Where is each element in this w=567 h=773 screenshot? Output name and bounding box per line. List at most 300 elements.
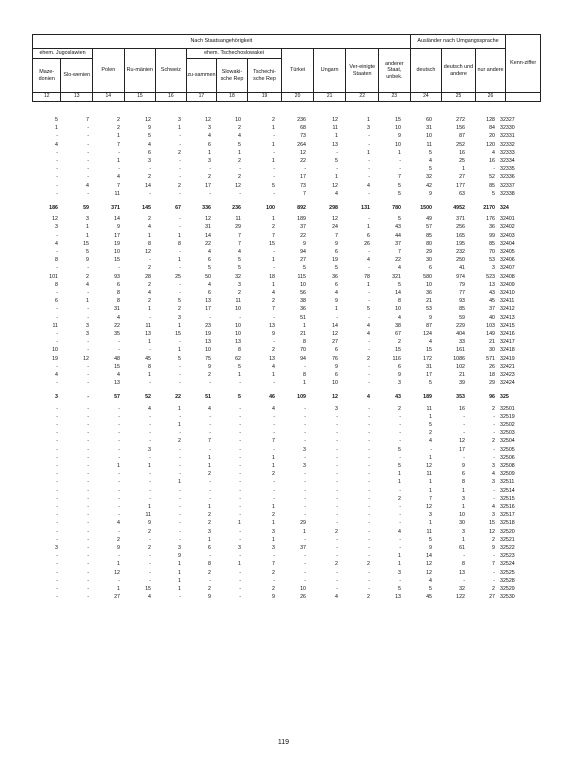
table-cell: -	[304, 471, 306, 478]
table-cell: 32	[459, 586, 465, 592]
table-cell: 6	[208, 545, 211, 551]
table-cell: 176	[486, 216, 495, 223]
table-cell: -	[149, 438, 151, 445]
table-cell: 22	[300, 158, 306, 164]
group-header-nationality: Nach Staatsangehörigkeit	[33, 35, 411, 49]
table-cell: -	[118, 577, 120, 584]
table-cell-code: 32509	[500, 471, 515, 478]
table-cell: -	[368, 446, 370, 453]
table-cell: 371	[111, 205, 120, 211]
table-cell: -	[87, 133, 89, 140]
table-cell: -	[493, 422, 495, 428]
table-cell: -	[56, 331, 58, 337]
table-cell: 3	[492, 479, 495, 486]
table-cell: 6	[335, 347, 338, 354]
col-header-only-other: nur andere	[475, 49, 506, 93]
table-cell: 2	[272, 224, 275, 231]
col-header-together: zu-sammen	[186, 59, 217, 93]
table-cell: 87	[459, 133, 465, 140]
table-cell: 9	[86, 257, 89, 264]
table-cell: 12	[332, 216, 338, 223]
table-cell: -	[368, 158, 370, 164]
table-cell: 3	[148, 446, 151, 453]
table-cell: -	[239, 422, 241, 428]
table-cell: 49	[426, 216, 432, 223]
table-cell: 9	[398, 133, 401, 140]
table-cell: 371	[456, 216, 465, 223]
table-cell: -	[179, 528, 181, 535]
table-cell: -	[273, 314, 275, 321]
table-cell: 9	[492, 545, 495, 551]
col-header-slovak-rep: Slowaki-sche Rep	[217, 59, 248, 93]
table-cell: -	[87, 536, 89, 543]
table-cell: 8	[55, 257, 58, 264]
col-header-german: deutsch	[410, 49, 442, 93]
table-cell: 12	[235, 182, 241, 189]
table-cell: 1	[148, 504, 151, 510]
table-cell: 6	[398, 363, 401, 370]
table-cell: 161	[456, 347, 465, 354]
table-cell: 27	[114, 594, 120, 601]
table-cell: -	[179, 504, 181, 510]
table-cell: 17	[426, 372, 432, 378]
table-cell: -	[273, 446, 275, 453]
table-cell: 4	[272, 290, 275, 296]
table-cell: -	[56, 561, 58, 568]
table-row	[32, 182, 541, 190]
table-cell: 2	[272, 298, 275, 305]
table-cell: 2	[238, 125, 241, 132]
table-cell: 101	[49, 273, 58, 280]
table-cell: 13	[395, 594, 401, 601]
table-cell: -	[336, 463, 338, 469]
table-cell: 1	[117, 463, 120, 469]
table-cell: -	[368, 380, 370, 387]
table-cell: 32	[235, 273, 241, 280]
table-cell: 77	[459, 290, 465, 296]
table-row	[32, 289, 541, 297]
table-cell: -	[56, 479, 58, 486]
table-cell: 17	[300, 174, 306, 181]
table-cell: 4	[148, 594, 151, 601]
table-cell: 12	[145, 117, 151, 123]
table-cell: 36	[426, 290, 432, 296]
table-cell: -	[368, 216, 370, 223]
table-row-total	[32, 204, 541, 212]
table-cell: 2	[178, 438, 181, 445]
table-cell: 2	[335, 528, 338, 535]
table-cell: -	[399, 545, 401, 551]
table-cell: 44	[395, 232, 401, 239]
table-cell: 3	[178, 545, 181, 551]
table-cell: 59	[459, 314, 465, 321]
table-row	[32, 232, 541, 240]
table-cell: 1	[272, 520, 275, 527]
table-cell: 1	[178, 561, 181, 568]
table-cell: 3	[462, 495, 465, 502]
col-number: 15	[124, 93, 156, 102]
table-cell: 78	[364, 273, 370, 280]
table-cell: -	[368, 422, 370, 428]
table-cell: -	[368, 495, 370, 502]
table-row	[32, 190, 541, 198]
table-cell: -	[493, 413, 495, 420]
table-cell: -	[304, 166, 306, 173]
table-cell: 12	[332, 117, 338, 123]
table-cell: -	[304, 438, 306, 445]
table-cell: -	[209, 446, 211, 453]
table-cell: 1	[429, 413, 432, 420]
table-cell: -	[87, 422, 89, 428]
table-cell: -	[336, 149, 338, 156]
table-row	[32, 157, 541, 165]
table-cell: -	[87, 190, 89, 197]
table-cell: -	[304, 561, 306, 568]
table-cell: -	[56, 577, 58, 584]
table-cell: -	[56, 512, 58, 519]
table-cell: 116	[392, 355, 401, 362]
table-cell: -	[304, 363, 306, 370]
table-cell: -	[118, 487, 120, 494]
table-cell-code: 32522	[500, 545, 515, 551]
table-cell: 10	[235, 117, 241, 123]
table-cell: 186	[49, 205, 58, 211]
table-cell: 18	[489, 372, 495, 378]
table-cell: -	[336, 438, 338, 445]
table-cell: 37	[489, 306, 495, 313]
col-number: 25	[442, 93, 476, 102]
table-row	[32, 346, 541, 354]
table-cell: 3	[55, 224, 58, 231]
table-cell: 10	[426, 133, 432, 140]
table-cell: 4	[117, 372, 120, 378]
table-cell: -	[368, 405, 370, 412]
table-row	[32, 503, 541, 511]
col-header-hungary: Ungarn	[313, 49, 346, 93]
table-cell: -	[56, 471, 58, 478]
table-cell: -	[209, 166, 211, 173]
table-cell: 1	[462, 536, 465, 543]
table-cell-code: 32413	[500, 314, 515, 321]
table-cell: 7	[429, 495, 432, 502]
table-cell: 28	[145, 273, 151, 280]
table-cell: -	[87, 569, 89, 576]
table-cell-code: 32530	[500, 594, 515, 601]
table-cell: 1	[178, 577, 181, 584]
table-cell: 1	[148, 372, 151, 378]
table-cell: -	[209, 413, 211, 420]
table-cell: -	[56, 463, 58, 469]
table-cell: 12	[114, 569, 120, 576]
table-cell: -	[368, 347, 370, 354]
group-header-language: Ausländer nach Umgangssprache	[410, 35, 506, 49]
table-cell: -	[368, 520, 370, 527]
table-cell: 9	[429, 545, 432, 551]
table-cell: 13	[459, 569, 465, 576]
table-cell: 2	[367, 561, 370, 568]
col-number: 26	[475, 93, 506, 102]
table-cell: 1	[462, 166, 465, 173]
table-cell: -	[149, 190, 151, 197]
table-cell: -	[149, 487, 151, 494]
table-cell: 2	[367, 355, 370, 362]
table-cell: 189	[297, 216, 306, 223]
table-cell: -	[118, 471, 120, 478]
table-cell: -	[304, 512, 306, 519]
table-cell: -	[56, 290, 58, 296]
table-cell-code: 32524	[500, 561, 515, 568]
table-cell: -	[179, 281, 181, 288]
table-cell: 298	[329, 205, 338, 211]
table-cell: 5	[398, 586, 401, 592]
table-cell: -	[273, 133, 275, 140]
table-cell: 8	[462, 479, 465, 486]
table-cell: -	[56, 158, 58, 164]
table-row	[32, 314, 541, 322]
table-cell: 15	[269, 240, 275, 247]
table-cell: 2	[398, 495, 401, 502]
table-cell: -	[87, 265, 89, 272]
table-cell-code: 32423	[500, 372, 515, 378]
table-cell: 1	[367, 224, 370, 231]
table-cell: -	[430, 446, 432, 453]
table-cell: 32	[426, 174, 432, 181]
table-cell: -	[118, 504, 120, 510]
table-cell: -	[179, 380, 181, 387]
col-number: 19	[247, 93, 282, 102]
table-cell: -	[56, 438, 58, 445]
table-cell: -	[179, 290, 181, 296]
table-cell: -	[368, 479, 370, 486]
table-cell-code: 325	[500, 394, 509, 401]
table-cell: 62	[235, 355, 241, 362]
table-cell: 1	[335, 133, 338, 140]
table-cell: 229	[456, 322, 465, 329]
table-cell: 12	[459, 438, 465, 445]
table-cell-code: 32424	[500, 380, 515, 387]
table-cell: 9	[117, 545, 120, 551]
table-cell: 10	[235, 322, 241, 329]
table-cell: -	[87, 545, 89, 551]
col-header-code: Kenn-ziffer	[506, 35, 541, 93]
table-cell: 31	[426, 363, 432, 370]
table-cell-code: 32409	[500, 281, 515, 288]
table-cell: -	[273, 495, 275, 502]
table-cell-code: 32516	[500, 504, 515, 510]
table-cell: 1	[55, 125, 58, 132]
table-cell: -	[304, 479, 306, 486]
table-row	[32, 240, 541, 248]
table-cell: 93	[114, 273, 120, 280]
table-cell: 13	[114, 380, 120, 387]
table-cell: -	[87, 125, 89, 132]
table-cell: 1	[272, 454, 275, 461]
table-cell: 27	[459, 174, 465, 181]
table-cell: -	[399, 430, 401, 437]
table-cell: -	[56, 314, 58, 321]
page-number: 119	[277, 739, 290, 746]
table-cell: 1	[398, 561, 401, 568]
table-cell: 8	[117, 298, 120, 305]
table-cell: 6	[208, 290, 211, 296]
table-cell: 4	[367, 182, 370, 189]
table-cell: 85	[459, 306, 465, 313]
table-cell: -	[149, 495, 151, 502]
table-cell: 2	[238, 174, 241, 181]
table-cell: 1	[178, 125, 181, 132]
table-cell: -	[179, 594, 181, 601]
table-cell: -	[149, 577, 151, 584]
table-row	[32, 585, 541, 593]
table-cell: -	[179, 166, 181, 173]
table-cell: -	[336, 446, 338, 453]
table-cell: 30	[459, 520, 465, 527]
table-row	[32, 495, 541, 503]
table-cell: 2	[178, 182, 181, 189]
col-header-turkey: Türkei	[282, 49, 314, 93]
table-cell: 1	[462, 487, 465, 494]
table-cell: 15	[114, 257, 120, 264]
table-cell: 75	[205, 355, 211, 362]
table-row	[32, 552, 541, 560]
table-row	[32, 470, 541, 478]
table-cell: 10	[459, 512, 465, 519]
table-cell: 189	[423, 394, 432, 401]
table-row	[32, 149, 541, 157]
table-cell: 6	[208, 257, 211, 264]
table-cell-code: 32520	[500, 528, 515, 535]
table-cell: 3	[272, 528, 275, 535]
table-cell: -	[368, 463, 370, 469]
table-cell: 523	[486, 273, 495, 280]
table-cell: 5	[238, 394, 241, 401]
table-cell: -	[179, 265, 181, 272]
table-cell: 1	[303, 322, 306, 329]
table-cell: -	[493, 495, 495, 502]
table-cell: 41	[459, 265, 465, 272]
table-cell: 14	[205, 232, 211, 239]
table-cell: 11	[114, 190, 120, 197]
table-cell: 17	[114, 232, 120, 239]
table-cell: 57	[114, 394, 120, 401]
table-cell: -	[149, 430, 151, 437]
table-cell: -	[56, 487, 58, 494]
table-cell: 38	[395, 322, 401, 329]
table-cell: -	[118, 422, 120, 428]
table-cell: -	[368, 569, 370, 576]
table-cell: -	[336, 495, 338, 502]
table-cell: 9	[303, 240, 306, 247]
table-cell: -	[87, 158, 89, 164]
table-cell: -	[87, 380, 89, 387]
table-cell-code: 32511	[500, 479, 515, 486]
table-cell: -	[336, 422, 338, 428]
table-cell: -	[399, 536, 401, 543]
table-cell: -	[273, 430, 275, 437]
table-cell: 2	[272, 347, 275, 354]
table-cell: 3	[208, 158, 211, 164]
table-cell: 67	[395, 331, 401, 337]
table-cell: 3	[367, 125, 370, 132]
table-cell-code: 32408	[500, 273, 515, 280]
table-cell: 4	[335, 290, 338, 296]
table-cell: 73	[300, 133, 306, 140]
table-cell: -	[179, 454, 181, 461]
table-cell: -	[273, 166, 275, 173]
table-cell: -	[273, 265, 275, 272]
table-cell-code: 32402	[500, 224, 515, 231]
table-cell: 7	[238, 240, 241, 247]
table-cell: 46	[269, 394, 275, 401]
table-cell-code: 32334	[500, 158, 515, 164]
table-cell: 5	[429, 586, 432, 592]
table-cell: 12	[489, 528, 495, 535]
table-cell: -	[368, 314, 370, 321]
table-cell: 4	[335, 594, 338, 601]
table-cell: 5	[398, 446, 401, 453]
table-cell: 3	[148, 158, 151, 164]
table-cell: -	[273, 422, 275, 428]
table-cell: -	[209, 422, 211, 428]
table-cell: -	[87, 512, 89, 519]
table-cell: -	[149, 471, 151, 478]
table-cell: -	[149, 422, 151, 428]
table-cell: -	[493, 553, 495, 560]
table-cell: -	[149, 479, 151, 486]
table-cell: 236	[297, 117, 306, 123]
table-cell: 37	[300, 545, 306, 551]
table-cell-code: 32504	[500, 438, 515, 445]
table-row	[32, 487, 541, 495]
table-cell: 11	[426, 471, 432, 478]
table-cell-code: 32503	[500, 430, 515, 437]
table-cell: -	[368, 372, 370, 378]
table-cell: 1	[398, 471, 401, 478]
table-cell: 2	[148, 174, 151, 181]
table-cell: 1	[178, 322, 181, 329]
table-cell: 10	[395, 125, 401, 132]
table-cell: 94	[300, 249, 306, 255]
table-row	[32, 322, 541, 330]
table-cell: -	[179, 512, 181, 519]
table-cell: -	[239, 487, 241, 494]
table-cell: -	[368, 166, 370, 173]
col-header-czech-rep: Tschechi-sche Rep	[247, 59, 282, 93]
table-cell: -	[368, 190, 370, 197]
table-cell: -	[273, 553, 275, 560]
table-cell: 15	[83, 240, 89, 247]
table-cell: 1	[208, 536, 211, 543]
table-cell: 5	[398, 190, 401, 197]
table-cell: 19	[205, 331, 211, 337]
table-cell-code: 32514	[500, 487, 515, 494]
table-cell: 19	[114, 240, 120, 247]
table-cell: 1	[429, 487, 432, 494]
table-cell: 1	[462, 504, 465, 510]
col-header-german-and-other: deutsch und andere	[442, 49, 476, 93]
table-cell: -	[239, 504, 241, 510]
table-row	[32, 124, 541, 132]
table-cell: -	[368, 174, 370, 181]
table-cell: 122	[456, 594, 465, 601]
table-cell-code: 32506	[500, 454, 515, 461]
table-cell: -	[493, 577, 495, 584]
table-cell: 1086	[453, 355, 465, 362]
table-cell: 21	[489, 339, 495, 346]
table-cell: -	[493, 487, 495, 494]
col-header-switzerland: Schweiz	[156, 49, 187, 93]
table-cell: -	[118, 512, 120, 519]
